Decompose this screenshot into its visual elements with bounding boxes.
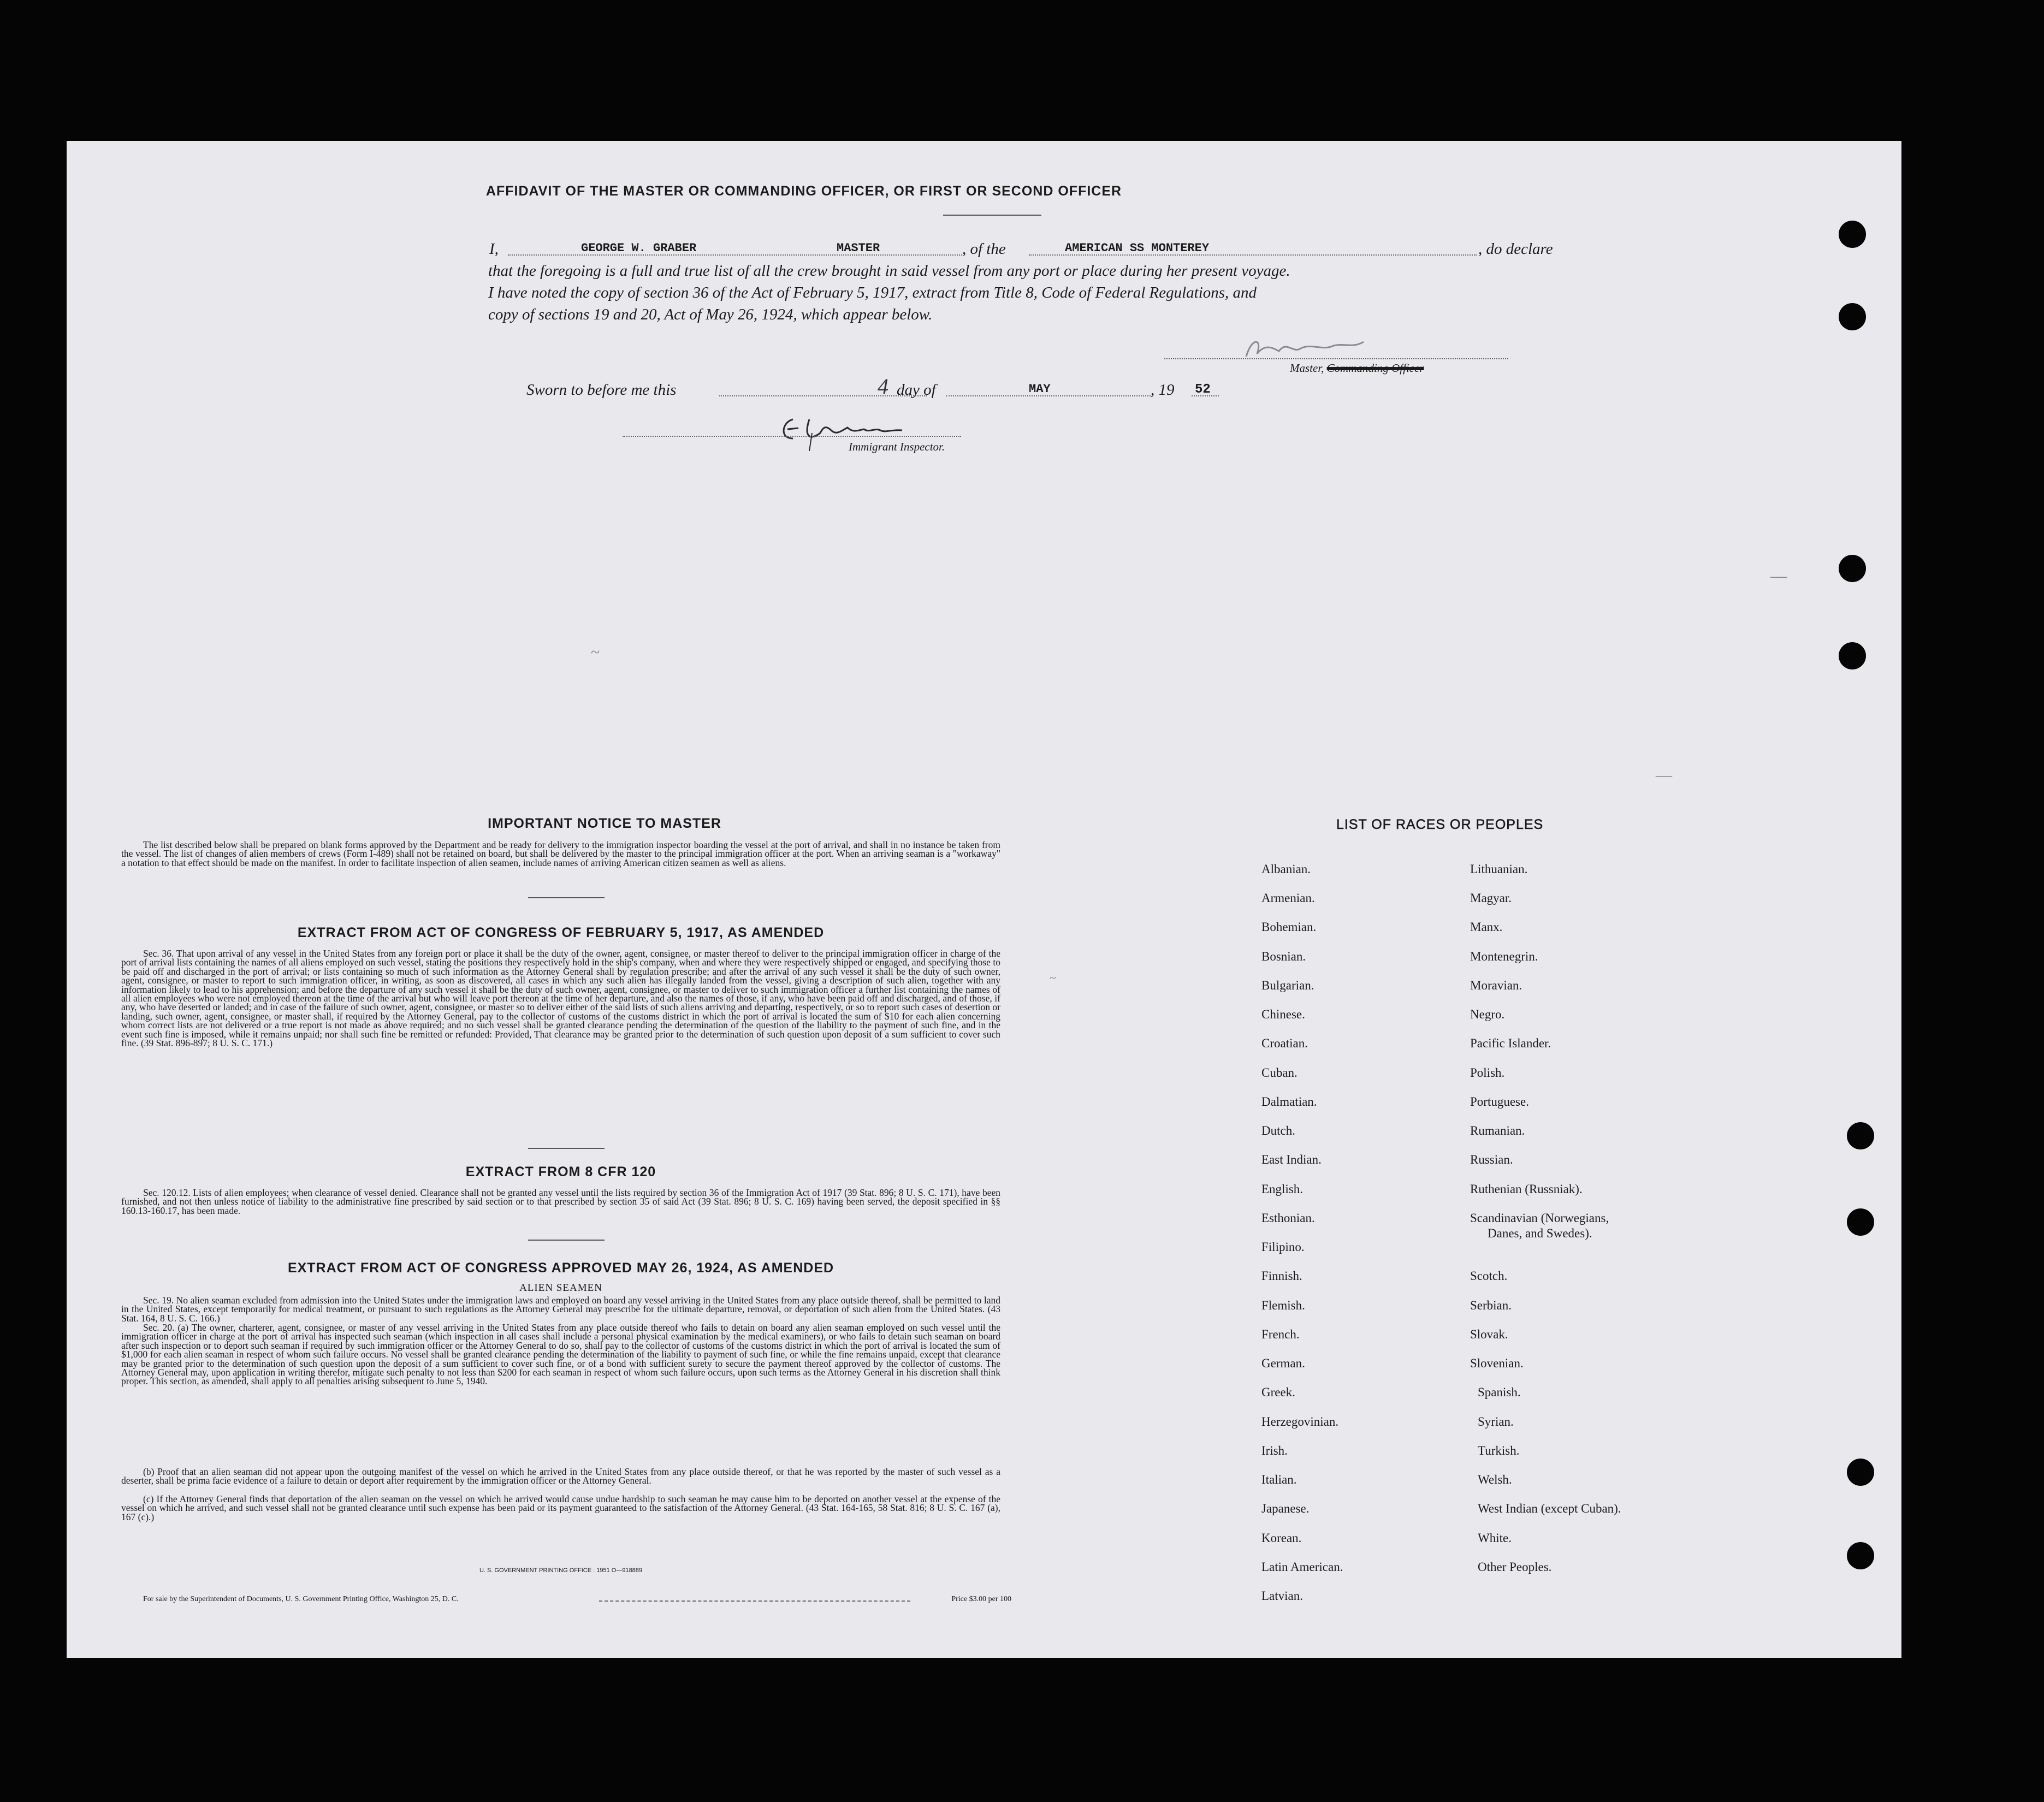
race-item: Dutch. — [1261, 1124, 1295, 1137]
master-signature — [1241, 332, 1372, 365]
day-line — [719, 395, 927, 396]
race-item: Esthonian. — [1261, 1211, 1315, 1225]
race-item: Latin American. — [1261, 1560, 1343, 1574]
race-item: Bulgarian. — [1261, 979, 1314, 992]
affidavit-line-1 — [67, 240, 1901, 258]
race-item: Polish. — [1470, 1066, 1505, 1080]
extract1924-p3: (b) Proof that an alien seaman did not appear upon the outgoing manifest of the vessel on which he arrived in the United States from any place outside thereof, or that he was reported by the master of such vessel as a deserter, shall be prima facie evidence of a failure to detain or deport after requirement by the immigration officer or the Attorney General. — [121, 1466, 1000, 1486]
race-item: White. — [1478, 1531, 1512, 1545]
affidavit-title: AFFIDAVIT OF THE MASTER OR COMMANDING OFFICER, OR FIRST OR SECOND OFFICER — [485, 183, 1122, 199]
position-line — [804, 254, 962, 256]
binder-hole — [1847, 1459, 1874, 1486]
binder-hole — [1839, 303, 1866, 330]
extract1917-rule — [528, 1148, 605, 1149]
binder-hole — [1839, 555, 1866, 582]
extract1924-p1: Sec. 19. No alien seaman excluded from admission into the United States under the immigration laws and employed on board any vessel arriving in the United States from any place outside thereof, shall be permitted to land in the United States, except temporarily for medical treatment, or pursuant to such regulations as the Attorney General may prescribe for the ultimate departure, removal, or deportation of such alien from the United States. (43 Stat. 164, 8 U. S. C. 166.) — [121, 1295, 1000, 1324]
race-item: Flemish. — [1261, 1299, 1305, 1312]
extract1924-p2: Sec. 20. (a) The owner, charterer, agent, consignee, or master of any vessel arriving in the United States from any place outside thereof who fails to detain on board any alien seaman employed on such vessel until the immigration officer in charge at the port of arrival has inspected such seaman (which inspection in all cases shall include a personal physical examination by the medical examiners), or who fails to detain such seaman on board after such inspection or to deport such seaman if required by such immigration officer or the Attorney General to do so, shall pay to the collector of customs of the customs district in which the port of arrival is located the sum of $1,000 for each alien seaman in respect of whom such failure occurs. No vessel shall be granted clearance pending the determination of the liability to payment of such fine, or while the fine remains unpaid, except that clearance may be granted prior to the determination of such question upon the deposit of a sum sufficient to cover such fine, or of a bond with sufficient surety to secure the payment thereof approved by the collector of customs. The Attorney General may, upon application in writing therefor, mitigate such penalty to not less than $200 for each seaman in respect of whom such failure occurs, upon such terms as the Attorney General in his discretion shall think proper. This section, as amended, shall apply to all penalties arising subsequent to June 5, 1940. — [121, 1322, 1000, 1387]
notice-rule — [528, 897, 605, 898]
master-position: MASTER — [837, 241, 880, 255]
footer-right: Price $3.00 per 100 — [951, 1595, 1011, 1603]
race-item: Italian. — [1261, 1473, 1297, 1486]
sworn-year: 52 — [1195, 382, 1211, 397]
race-item: Other Peoples. — [1478, 1560, 1552, 1574]
extract1924-p4: (c) If the Attorney General finds that deportation of the alien seaman on the vessel on which he arrived would cause undue hardship to such seaman he may cause him to be deported on another vessel at the expense of the vessel on which he arrived, and such vessel shall not be granted clearance until such expense has been paid or its payment guaranteed to the satisfaction of the Attorney General. (43 Stat. 164-165, 58 Stat. 816; 8 U. S. C. 167 (a), 167 (c).) — [121, 1493, 1000, 1522]
race-item: Herzegovinian. — [1261, 1415, 1339, 1428]
form-sheet — [67, 141, 1901, 1658]
race-item: Montenegrin. — [1470, 950, 1538, 963]
cfr-rule — [528, 1240, 605, 1241]
cfr-heading: EXTRACT FROM 8 CFR 120 — [465, 1164, 656, 1179]
race-item: Portuguese. — [1470, 1095, 1529, 1109]
race-item: Japanese. — [1261, 1502, 1310, 1515]
affidavit-line-3: I have noted the copy of section 36 of the Act of February 5, 1917, extract from Title 8, Code of Federal Regulations, and — [488, 284, 1257, 301]
extract1917-heading: EXTRACT FROM ACT OF CONGRESS OF FEBRUARY 5, 1917, AS AMENDED — [297, 925, 825, 940]
race-item: Greek. — [1261, 1385, 1295, 1399]
race-item: Slovak. — [1470, 1327, 1508, 1341]
race-item: Syrian. — [1478, 1415, 1514, 1428]
race-item: West Indian (except Cuban). — [1478, 1502, 1621, 1515]
notice-heading: IMPORTANT NOTICE TO MASTER — [488, 816, 721, 831]
race-item: Dalmatian. — [1261, 1095, 1317, 1109]
master-caption-label: Master, — [1290, 361, 1324, 375]
do-declare: , do declare — [1478, 240, 1553, 258]
race-item: Finnish. — [1261, 1269, 1302, 1283]
race-item: Turkish. — [1478, 1444, 1520, 1457]
bleed-mark: ~ — [1050, 971, 1056, 985]
race-item: Chinese. — [1261, 1007, 1305, 1021]
master-name: GEORGE W. GRABER — [581, 241, 697, 255]
master-caption — [1290, 361, 1424, 375]
race-item: Irish. — [1261, 1444, 1288, 1457]
title-underline — [943, 215, 1041, 216]
sworn-day: 4 — [878, 374, 888, 399]
of-the: , of the — [962, 240, 1006, 258]
notice-text: The list described below shall be prepared on blank forms approved by the Department and be ready for delivery to the immigration inspector boarding the vessel at the port of arrival, and shall in no instance be taken from the vessel. The list of changes of alien members of crews (Form I-489) shall not be retained on board, but shall be delivered by the master to the principal immigration officer at the port. When an arriving seaman is a "workaway" a notation to that effect should be made on the manifest. In order to facilitate inspection of alien seamen, include names of arriving American citizen seamen as well as aliens. — [121, 839, 1000, 868]
sworn-line — [67, 374, 1901, 401]
race-item: Ruthenian (Russniak). — [1470, 1182, 1583, 1196]
race-item: Moravian. — [1470, 979, 1522, 992]
race-item: Rumanian. — [1470, 1124, 1525, 1137]
master-caption-struck: Commanding Officer — [1326, 361, 1424, 375]
race-item: Manx. — [1470, 920, 1503, 934]
race-item: Albanian. — [1261, 862, 1311, 876]
footer-left: For sale by the Superintendent of Documents, U. S. Government Printing Office, Washington 25, D. C. — [143, 1595, 459, 1603]
gpo-imprint: U. S. GOVERNMENT PRINTING OFFICE : 1951 O—918889 — [479, 1567, 643, 1574]
bleed-mark: ~ — [591, 643, 600, 661]
year-prefix: , 19 — [1151, 381, 1175, 399]
race-item: French. — [1261, 1327, 1300, 1341]
race-item: Latvian. — [1261, 1589, 1303, 1603]
bleed-mark: — — [1770, 567, 1787, 585]
race-item: Slovenian. — [1470, 1356, 1524, 1370]
race-item: East Indian. — [1261, 1153, 1322, 1166]
race-item: Filipino. — [1261, 1240, 1305, 1254]
sworn-month: MAY — [1029, 382, 1051, 396]
vessel-name: AMERICAN SS MONTEREY — [1065, 241, 1210, 255]
race-item: Croatian. — [1261, 1036, 1308, 1050]
extract1924-subheading: ALIEN SEAMEN — [519, 1282, 602, 1294]
race-item: Lithuanian. — [1470, 862, 1528, 876]
race-item: Scandinavian (Norwegians, — [1470, 1211, 1609, 1225]
affidavit-line-2: that the foregoing is a full and true list of all the crew brought in said vessel from any port or place during her present voyage. — [488, 262, 1290, 280]
day-of: day of — [897, 381, 936, 399]
race-item: English. — [1261, 1182, 1304, 1196]
race-item: Korean. — [1261, 1531, 1302, 1545]
races-heading: LIST OF RACES OR PEOPLES — [1336, 817, 1544, 832]
race-item: Spanish. — [1478, 1385, 1521, 1399]
race-item: Welsh. — [1478, 1473, 1512, 1486]
binder-hole — [1847, 1122, 1874, 1149]
race-item: Negro. — [1470, 1007, 1505, 1021]
race-item: Bosnian. — [1261, 950, 1306, 963]
race-item: Russian. — [1470, 1153, 1513, 1166]
race-item: Magyar. — [1470, 891, 1512, 905]
inspector-caption: Immigrant Inspector. — [849, 440, 945, 453]
race-item: Serbian. — [1470, 1299, 1512, 1312]
inspector-signature-line — [623, 436, 961, 437]
binder-hole — [1847, 1542, 1874, 1569]
sworn-prefix: Sworn to before me this — [526, 381, 677, 399]
pronoun: I, — [489, 240, 499, 258]
race-item: Scotch. — [1470, 1269, 1508, 1283]
binder-hole — [1847, 1208, 1874, 1236]
race-item: German. — [1261, 1356, 1305, 1370]
master-signature-line — [1164, 358, 1508, 359]
race-item: Bohemian. — [1261, 920, 1317, 934]
race-item: Danes, and Swedes). — [1488, 1226, 1592, 1240]
extract1924-heading: EXTRACT FROM ACT OF CONGRESS APPROVED MAY 26, 1924, AS AMENDED — [287, 1260, 834, 1276]
bleed-mark: — — [1656, 766, 1672, 784]
race-item: Pacific Islander. — [1470, 1036, 1551, 1050]
extract1917-text: Sec. 36. That upon arrival of any vessel in the United States from any foreign port or place it shall be the duty of the owner, agent, consignee, or master thereof to deliver to the principal immigration officer in charge of the port of arrival lists containing the names of all aliens employed on such vessel, stating the positions they respectively hold in the ship's company, when and where they were respectively shipped or engaged, and specifying those to be paid off and discharged in the port of arrival; or lists containing so much of such information as the Attorney General shall by regulation prescribe; and after the arrival of any such vessel it shall be the duty of such owner, agent, consignee, or master to report to such immigration officer, in writing, as soon as discovered, all cases in which any such alien has illegally landed from the vessel, giving a description of such alien, together with any information likely to lead to his apprehension; and before the departure of any such vessel it shall be the duty of such owner, agent, consignee, or master to deliver to such immigration officer a further list containing the names of all alien employees who were not employed thereon at the time of the arrival but who will leave port thereon at the time of her departure, and also the names of those, if any, who have been paid off and discharged, and of those, if any, who have deserted or landed; and in case of the failure of such owner, agent, consignee, or master so to deliver either of the said lists of such aliens arriving and departing, respectively, or so to report such cases of desertion or landing, such owner, agent, consignee, or master shall, if required by the Attorney General, pay to the collector of customs of the customs district in which the port of arrival is located the sum of $10 for each alien concerning whom correct lists are not delivered or a true report is not made as above required; and no such vessel shall be granted clearance pending the determination of the question of the liability to the payment of such fine, and in the event such fine is imposed, while it remains unpaid; nor shall such fine be remitted or refunded: Provided, That clearance may be granted prior to the determination of such question upon deposit of a sum sufficient to cover such fine. (39 Stat. 896-897; 8 U. S. C. 171.) — [121, 948, 1000, 1049]
affidavit-line-4: copy of sections 19 and 20, Act of May 26, 1924, which appear below. — [488, 306, 933, 323]
race-item: Armenian. — [1261, 891, 1315, 905]
race-item: Cuban. — [1261, 1066, 1298, 1080]
binder-hole — [1839, 642, 1866, 669]
cfr-text: Sec. 120.12. Lists of alien employees; when clearance of vessel denied. Clearance shall not be granted any vessel until the lists required by section 36 of the Immigration Act of 1917 (39 Stat. 896; 8 U. S. C. 171), have been furnished, and not then unless notice of liability to the administrative fine prescribed by said section or to that prescribed by section 35 of said Act (39 Stat. 896; 8 U. S. C. 169) having been served, the deposit specified in §§ 160.13-160.17, has been made. — [121, 1187, 1000, 1216]
